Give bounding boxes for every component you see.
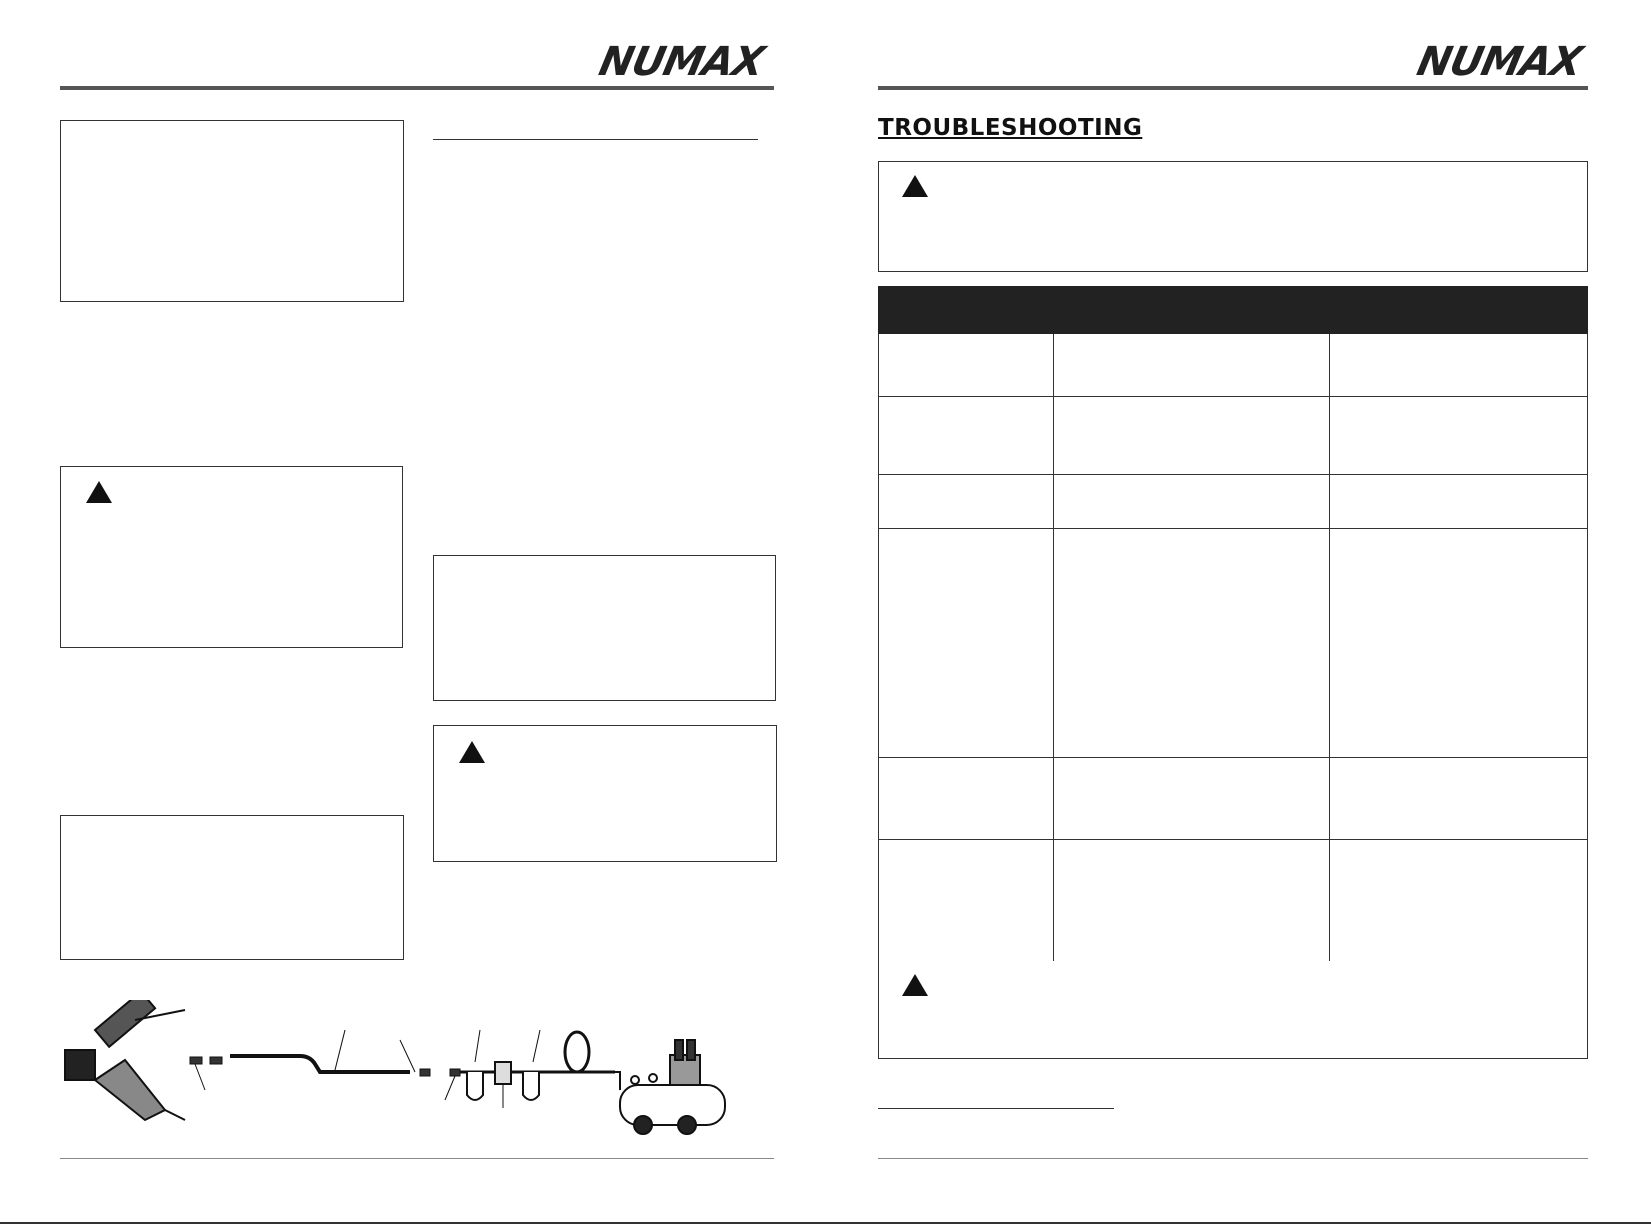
coupler-illustration-1	[190, 1057, 222, 1090]
table-border-right	[1587, 334, 1588, 962]
table-row-divider	[878, 528, 1588, 529]
coupler-illustration-2	[420, 1069, 460, 1100]
footer-rule-left	[60, 1158, 774, 1159]
coiled-hose-illustration	[565, 1032, 589, 1072]
warning-box-top	[878, 161, 1588, 272]
filter-regulator-lubricator-illustration	[460, 1030, 615, 1108]
column-heading-rule	[433, 139, 758, 140]
note-box-left-2	[60, 815, 404, 960]
warning-triangle-icon	[86, 481, 112, 503]
footer-rule-right	[878, 1158, 1588, 1159]
air-compressor-illustration	[615, 1040, 725, 1134]
warning-box-bottom	[878, 961, 1588, 1059]
brand-logo-right	[1413, 39, 1586, 85]
warning-box-middle	[433, 725, 777, 862]
table-col-divider-1	[1053, 334, 1054, 962]
table-row-divider	[878, 839, 1588, 840]
table-row-divider	[878, 396, 1588, 397]
warning-triangle-icon	[459, 741, 485, 763]
table-header-row	[878, 286, 1588, 334]
air-system-diagram	[55, 1000, 775, 1135]
page-bottom-edge	[0, 1222, 1651, 1224]
subsection-heading-rule	[878, 1108, 1114, 1109]
brand-logo-left	[595, 39, 768, 85]
table-row-divider	[878, 757, 1588, 758]
warning-triangle-icon	[902, 175, 928, 197]
brand-logo-text-right: NUMAX	[1413, 39, 1586, 85]
header-rule-right	[878, 86, 1588, 90]
warning-box-left	[60, 466, 403, 648]
header-rule-left	[60, 86, 774, 90]
table-border-left	[878, 334, 879, 962]
table-col-divider-2	[1329, 334, 1330, 962]
nailer-tool-illustration	[65, 1000, 185, 1120]
table-row-divider	[878, 474, 1588, 475]
air-hose-illustration	[230, 1056, 410, 1072]
note-box-left-1	[60, 120, 404, 302]
section-title: TROUBLESHOOTING	[878, 115, 1143, 141]
warning-triangle-icon	[902, 974, 928, 996]
note-box-middle	[433, 555, 776, 701]
brand-logo-text-left: NUMAX	[595, 39, 768, 85]
